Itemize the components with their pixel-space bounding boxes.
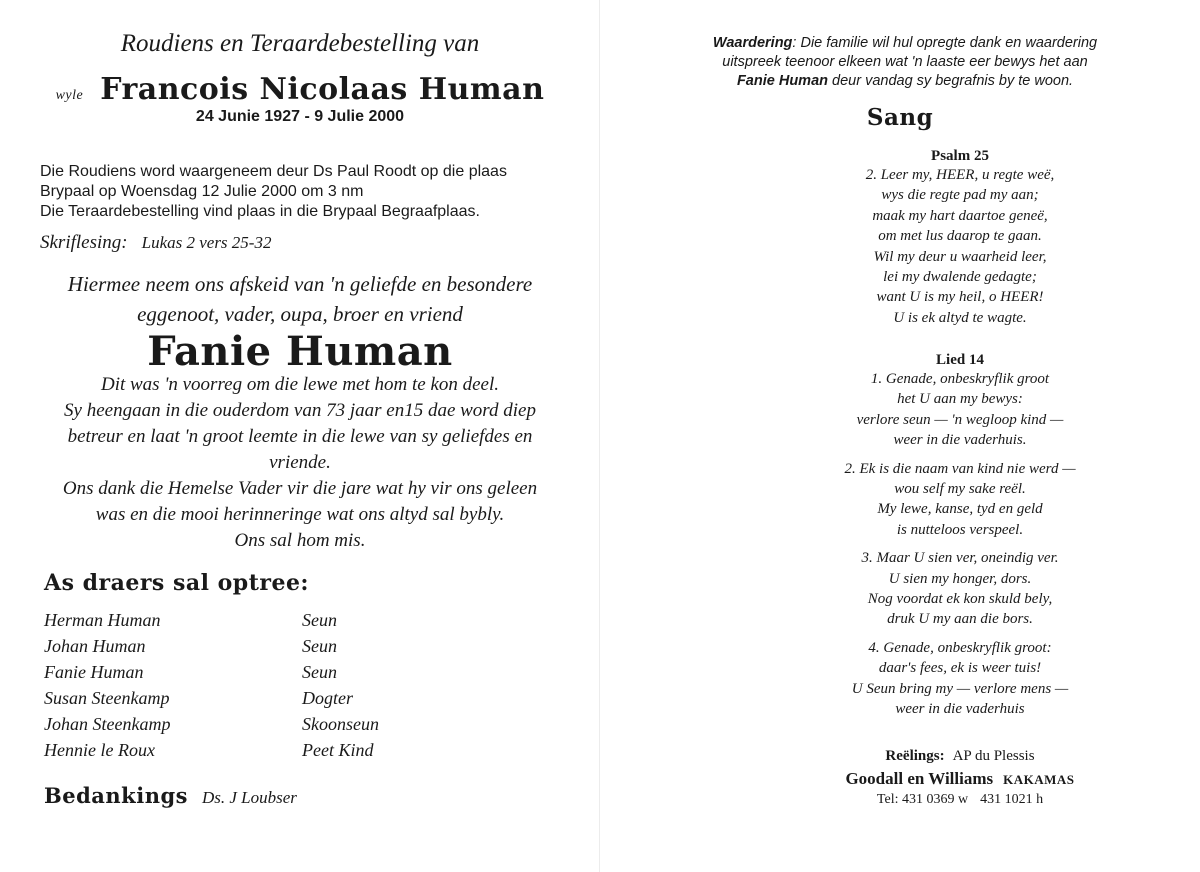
tribute-line: Sy heengaan in die ouderdom van 73 jaar en15 dae word diep — [64, 400, 536, 421]
psalm-title: Psalm 25 — [931, 148, 989, 164]
appreciation-text — [640, 34, 1170, 91]
life-dates: 24 Junie 1927 - 9 Julie 2000 — [195, 108, 405, 125]
pallbearer-relation: Seun — [302, 636, 337, 656]
pallbearer-row — [44, 714, 464, 740]
pallbearer-relation: Seun — [302, 610, 337, 630]
service-title: Roudiens en Teraardebestelling van — [120, 30, 480, 57]
arrangements-label: Reëlings: — [885, 748, 945, 764]
pallbearer-name: Johan Steenkamp — [44, 714, 171, 734]
lied-line: weer in die vaderhuis — [895, 701, 1025, 718]
pallbearer-row — [44, 662, 464, 688]
telephone-home: 431 1021 h — [980, 792, 1044, 807]
appreciation-line: deur vandag sy begrafnis by te woon. — [828, 73, 1074, 89]
thanks-line — [44, 783, 297, 808]
lied-line: U sien my honger, dors. — [888, 570, 1032, 587]
lied-stanza — [770, 638, 1150, 720]
lied-line: is nutteloos verspeel. — [896, 521, 1024, 538]
psalm-line: lei my dwalende gedagte; — [883, 269, 1037, 286]
psalm-line: Wil my deur u waarheid leer, — [873, 248, 1047, 265]
psalm-line: 2. Leer my, HEER, u regte weë, — [865, 167, 1055, 183]
lied-line: U Seun bring my — verlore mens — — [851, 680, 1069, 697]
appreciation-label: Waardering — [712, 35, 793, 51]
service-line: Die Roudiens word waargeneem deur Ds Paul Roodt op die plaas — [40, 163, 507, 180]
lied-title: Lied 14 — [936, 352, 984, 368]
pallbearer-row — [44, 636, 464, 662]
lied-line: 1. Genade, onbeskryflik groot — [870, 371, 1050, 387]
lied-line: My lewe, kanse, tyd en geld — [877, 501, 1043, 518]
farewell-line: Hiermee neem ons afskeid van 'n geliefde en besondere — [67, 272, 533, 296]
tribute-text — [30, 372, 570, 554]
psalm-line: om met lus daarop te gaan. — [878, 228, 1042, 245]
lied-stanza — [770, 548, 1150, 630]
lied-line: Nog voordat ek kon skuld bely, — [867, 591, 1053, 608]
tribute-line: Ons sal hom mis. — [234, 530, 366, 551]
psalm-line: wys die regte pad my aan; — [881, 187, 1039, 204]
pallbearer-name: Johan Human — [44, 636, 146, 656]
reading-label: Skriflesing: — [40, 232, 128, 253]
psalm-line: maak my hart daartoe geneë, — [872, 207, 1048, 224]
lied-line: druk U my aan die bors. — [887, 611, 1033, 628]
pallbearer-name: Fanie Human — [44, 662, 144, 682]
deceased-full-name-line — [0, 72, 600, 107]
psalm-line: want U is my heil, o HEER! — [876, 289, 1044, 306]
lied-line: 2. Ek is die naam van kind nie werd — — [844, 460, 1076, 477]
appreciation-name: Fanie Human — [736, 73, 828, 89]
pallbearer-name: Susan Steenkamp — [44, 688, 170, 708]
undertaker-name: Goodall en Williams — [845, 769, 994, 788]
lied-lines — [770, 369, 1150, 720]
psalm-lines — [770, 165, 1150, 328]
pallbearer-relation: Dogter — [302, 688, 353, 708]
arrangements-line — [770, 748, 1150, 765]
undertaker-line — [770, 769, 1150, 789]
reading-reference: Lukas 2 vers 25-32 — [141, 233, 272, 252]
lied-line: daar's fees, ek is weer tuis! — [878, 660, 1042, 677]
lied-line: het U aan my bewys: — [897, 391, 1023, 408]
appreciation-line: : Die familie wil hul opregte dank en waardering — [792, 35, 1098, 51]
lied-line: 3. Maar U sien ver, oneindig ver. — [861, 550, 1059, 567]
lied-line: wou self my sake reël. — [894, 481, 1026, 498]
lied-stanza — [770, 369, 1150, 451]
pallbearers-list — [44, 610, 464, 766]
right-page — [600, 0, 1200, 872]
pallbearer-relation: Peet Kind — [302, 740, 374, 760]
undertaker-town: KAKAMAS — [1003, 772, 1075, 787]
arrangements-name: AP du Plessis — [952, 748, 1035, 764]
wyle-label: wyle — [55, 88, 84, 103]
telephone-work: Tel: 431 0369 w — [876, 792, 969, 807]
lied-block — [770, 352, 1150, 728]
thanks-name: Ds. J Loubser — [201, 788, 297, 807]
thanks-heading: Bedankings — [44, 783, 188, 808]
telephone-line — [770, 792, 1150, 808]
farewell-line: eggenoot, vader, oupa, broer en vriend — [137, 302, 463, 326]
psalm-block — [770, 148, 1150, 328]
pallbearers-heading: As draers sal optree: — [44, 570, 310, 596]
tribute-line: was en die mooi herinneringe wat ons altyd sal bybly. — [95, 504, 505, 525]
pallbearer-row — [44, 740, 464, 766]
tribute-line: betreur en laat 'n groot leemte in die lewe van sy geliefdes en — [67, 426, 533, 447]
pallbearer-relation: Skoonseun — [302, 714, 379, 734]
appreciation-line: uitspreek teenoor elkeen wat 'n laaste eer bewys het aan — [722, 54, 1088, 70]
pallbearer-relation: Seun — [302, 662, 337, 682]
arrangements-block — [770, 748, 1150, 808]
service-line: Die Teraardebestelling vind plaas in die Brypaal Begraafplaas. — [40, 203, 480, 220]
deceased-full-name: Francois Nicolaas Human — [100, 72, 545, 107]
tribute-line: Dit was 'n voorreg om die lewe met hom te kon deel. — [100, 374, 500, 395]
tribute-line: Ons dank die Hemelse Vader vir die jare wat hy vir ons geleen — [62, 478, 538, 499]
lied-line: weer in die vaderhuis. — [893, 432, 1027, 449]
tribute-line: vriende. — [269, 452, 331, 473]
farewell-text — [30, 269, 570, 329]
service-details — [40, 162, 580, 222]
pallbearer-name: Hennie le Roux — [44, 740, 155, 760]
pallbearer-row — [44, 688, 464, 714]
pallbearer-name: Herman Human — [44, 610, 161, 630]
psalm-line: U is ek altyd te wagte. — [893, 309, 1027, 326]
lied-line: 4. Genade, onbeskryflik groot: — [868, 639, 1052, 656]
deceased-short-name: Fanie Human — [147, 328, 453, 375]
service-line: Brypaal op Woensdag 12 Julie 2000 om 3 nm — [40, 183, 364, 200]
sang-heading: Sang — [866, 104, 934, 131]
pallbearer-row — [44, 610, 464, 636]
lied-stanza — [770, 459, 1150, 541]
lied-line: verlore seun — 'n wegloop kind — — [856, 411, 1064, 428]
scripture-reading — [40, 232, 271, 254]
